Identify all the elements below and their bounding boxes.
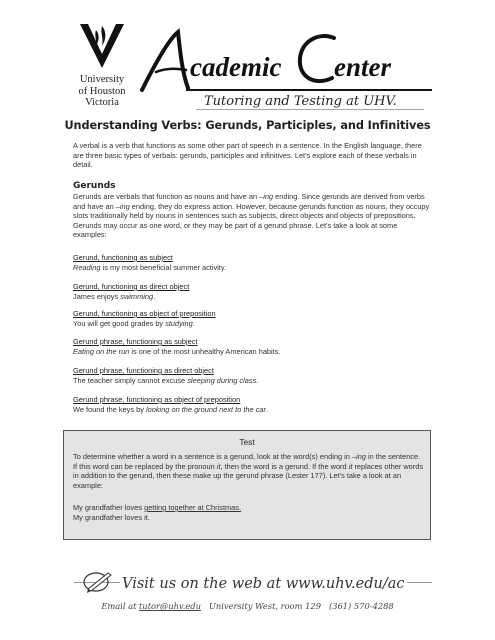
footer-website: Visit us on the web at www.uhv.edu/ac <box>122 576 405 592</box>
test-example-sentence: My grandfather loves getting together at Christmas. <box>73 503 242 512</box>
example-gerund-subject: Gerund, functioning as subject Reading is my most beneficial summer activity. <box>73 253 227 272</box>
example-gerund-object-of-preposition: Gerund, functioning as object of preposition You will get good grades by studying. <box>73 309 216 328</box>
gerunds-paragraph: Gerunds are verbals that function as nouns and have an –ing ending. Since gerunds are derived from verbs and have an –ing ending, they do express action. However, because gerunds function as nouns, they occupy slots traditionally held by nouns in sentences such as subjects, direct objects and objects of prepositions. Gerunds may occur as one word, or they may be part of a gerund phrase. Let's take a look at some examples: <box>73 192 430 240</box>
brand-title: cademic <box>190 52 282 82</box>
brand-subtitle: Tutoring and Testing at UHV. <box>204 94 397 109</box>
example-gerund-direct-object: Gerund, functioning as direct object James enjoys swimming. <box>73 282 190 301</box>
test-example-replacement: My grandfather loves it. <box>73 513 150 522</box>
example-gerund-phrase-subject: Gerund phrase, functioning as subject Eating on the run is one of the most unhealthy American habits. <box>73 337 281 356</box>
university-name: University of Houston Victoria <box>78 74 126 108</box>
pen-swirl-icon <box>82 569 116 595</box>
svg-text:enter: enter <box>334 52 391 82</box>
example-gerund-phrase-object-of-preposition: Gerund phrase, functioning as object of preposition We found the keys by looking on the ground next to the car. <box>73 395 269 414</box>
email-link[interactable]: tutor@uhv.edu <box>139 601 201 611</box>
footer-contact: Email at tutor@uhv.edu University West, room 129 (361) 570-4288 <box>101 601 394 611</box>
test-title: Test <box>239 437 255 447</box>
academic-center-logo <box>134 26 434 110</box>
gerunds-heading: Gerunds <box>73 181 116 191</box>
test-box <box>63 430 431 540</box>
intro-paragraph: A verbal is a verb that functions as some other part of speech in a sentence. In the English language, there are three basic types of verbals: gerunds, participles and infinitives. Let's explore each of these verbals in detail. <box>73 141 422 170</box>
example-gerund-phrase-direct-object: Gerund phrase, functioning as direct object The teacher simply cannot excuse sleeping during class. <box>73 366 259 385</box>
page-title: Understanding Verbs: Gerunds, Participles, and Infinitives <box>64 119 431 132</box>
test-paragraph: To determine whether a word in a sentence is a gerund, look at the word(s) ending in –ing in the sentence. If this word can be replaced by the pronoun it, then the word is a gerund. If the word it replaces other words in addition to the gerund, then these make up the gerund phrase (Lester 177). Let's take a look at an example: <box>73 452 424 490</box>
